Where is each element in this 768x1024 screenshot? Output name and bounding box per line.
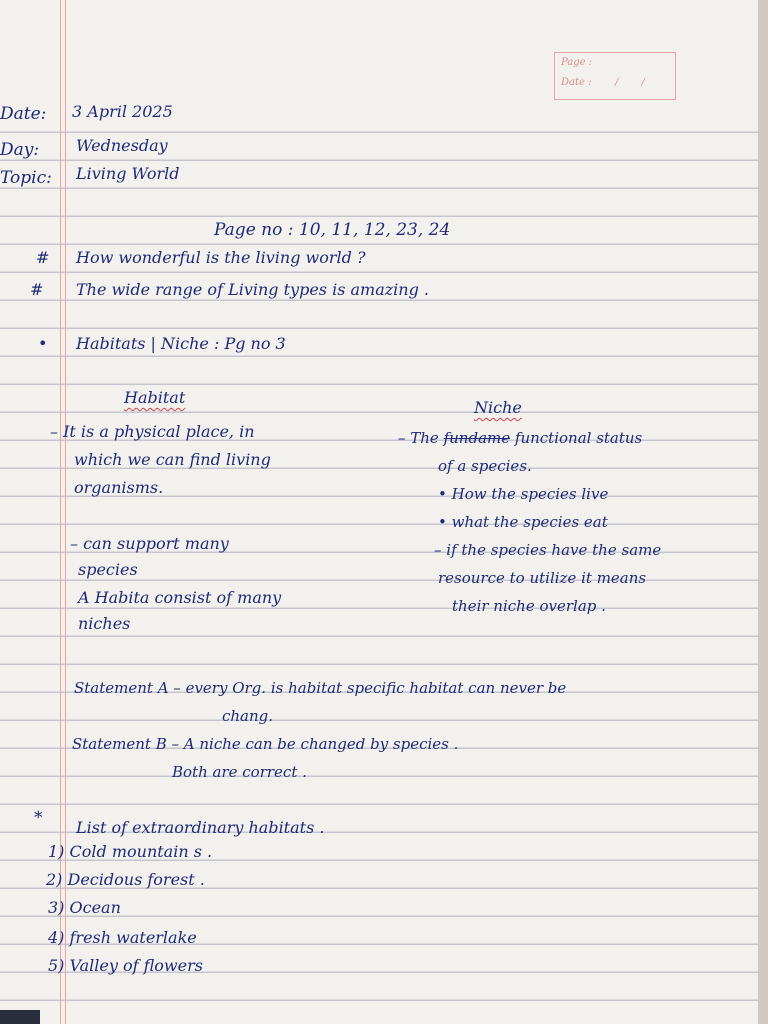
habitat-line: species — [78, 560, 138, 579]
list-title: List of extraordinary habitats . — [76, 818, 325, 837]
habitat-line: organisms. — [74, 478, 164, 497]
niche-line: • what the species eat — [438, 513, 608, 531]
habitat-line: niches — [78, 614, 131, 633]
date-label: Date : — [561, 77, 592, 88]
niche-line-rest: functional status — [514, 429, 643, 447]
list-item: 5) Valley of flowers — [48, 956, 203, 975]
desk-background — [758, 0, 768, 1024]
topic-label: Topic: — [0, 168, 52, 188]
niche-line: • How the species live — [438, 485, 609, 503]
statement-a-cont: chang. — [222, 707, 274, 725]
niche-heading: Niche — [474, 398, 522, 417]
habitat-line: – It is a physical place, in — [50, 422, 255, 441]
day-label: Day: — [0, 140, 40, 160]
page-date-box — [554, 52, 676, 100]
statement-a: Statement A – every Org. is habitat specific habitat can never be — [74, 679, 567, 697]
niche-line: – if the species have the same — [434, 541, 662, 559]
list-item: 2) Decidous forest . — [46, 870, 205, 889]
notebook-binding — [0, 1010, 40, 1024]
date-value: 3 April 2025 — [72, 102, 173, 121]
niche-line: of a species. — [438, 457, 532, 475]
niche-line-1 — [398, 428, 642, 448]
statement-b: Statement B – A niche can be changed by species . — [72, 735, 459, 753]
hash-marker: # — [36, 248, 50, 267]
bullet-marker: • — [38, 334, 48, 353]
hash-marker: # — [30, 280, 44, 299]
habitat-heading: Habitat — [124, 388, 186, 407]
niche-line: their niche overlap . — [452, 597, 606, 615]
niche-line-prefix: – The — [398, 429, 439, 447]
hash-line: The wide range of Living types is amazing . — [76, 280, 430, 299]
habitat-line: which we can find living — [74, 450, 271, 469]
day-value: Wednesday — [76, 136, 168, 155]
page-numbers: Page no : 10, 11, 12, 23, 24 — [214, 220, 451, 240]
date-slashes: / / — [615, 77, 655, 88]
bullet-line: Habitats | Niche : Pg no 3 — [76, 334, 286, 353]
list-item: 3) Ocean — [48, 898, 121, 917]
topic-value: Living World — [76, 164, 180, 183]
list-item: 1) Cold mountain s . — [48, 842, 213, 861]
hash-line: How wonderful is the living world ? — [76, 248, 366, 267]
habitat-line: – can support many — [70, 534, 229, 553]
page-label: Page : — [561, 57, 593, 68]
date-label: Date: — [0, 104, 47, 124]
niche-line: resource to utilize it means — [438, 569, 647, 587]
statement-conclusion: Both are correct . — [172, 763, 307, 781]
habitat-line: A Habita consist of many — [78, 588, 282, 607]
struck-word: fundame — [443, 429, 511, 447]
list-item: 4) fresh waterlake — [48, 928, 197, 947]
list-marker: * — [34, 808, 43, 828]
